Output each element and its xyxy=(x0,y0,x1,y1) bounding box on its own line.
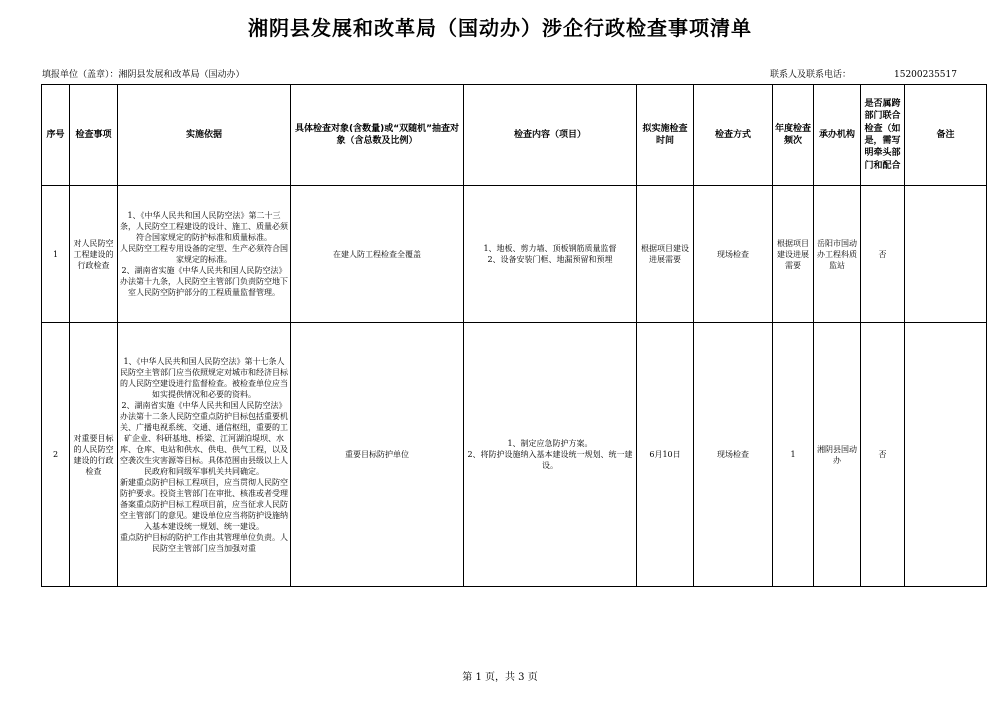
header-row xyxy=(42,85,987,186)
cell-content xyxy=(464,186,637,323)
content-line: 1、地板、剪力墙、顶板钢筋质量监督 xyxy=(483,244,617,253)
cell-joint: 否 xyxy=(861,323,905,587)
header-target: 具体检查对象(含数量)或“双随机”抽查对象（含总数及比例） xyxy=(291,85,464,186)
cell-freq: 1 xyxy=(773,323,814,587)
header-method: 检查方式 xyxy=(694,85,773,186)
cell-seq: 2 xyxy=(42,323,70,587)
cell-content xyxy=(464,323,637,587)
basis-paragraph: 新建重点防护目标工程项目，应当贯彻人民防空防护要求。投资主管部门在审批、核准或者受理备案重点防护目标工程项目前，应当征求人民防空主管部门的意见。建设单位应当将防护设施纳入基本建设统一规划、统一建设。 xyxy=(120,477,288,531)
cell-basis xyxy=(118,186,291,323)
cell-item: 对重要目标的人民防空建设的行政检查 xyxy=(70,323,118,587)
cell-freq: 根据项目建设进展需要 xyxy=(773,186,814,323)
basis-paragraph: 重点防护目标的防护工作由其管理单位负责。人民防空主管部门应当加强对重 xyxy=(120,532,288,553)
cell-org: 岳阳市国动办工程科质监站 xyxy=(814,186,861,323)
header-time: 拟实施检查时间 xyxy=(637,85,694,186)
header-basis: 实施依据 xyxy=(118,85,291,186)
page-number: 第 1 页，共 3 页 xyxy=(462,672,538,683)
header-content: 检查内容（项目） xyxy=(464,85,637,186)
cell-time: 根据项目建设进展需要 xyxy=(637,186,694,323)
cell-note xyxy=(905,323,987,587)
basis-paragraph: 人民防空工程专用设备的定型、生产必须符合国家规定的标准。 xyxy=(120,244,288,264)
header-org: 承办机构 xyxy=(814,85,861,186)
cell-org: 湘阴县国动办 xyxy=(814,323,861,587)
table-row xyxy=(42,323,987,587)
content-line: 2、将防护设施纳入基本建设统一规划、统一建设。 xyxy=(467,450,633,470)
content-line: 2、设备安装门框、地漏预留和预埋 xyxy=(487,255,613,264)
page-title: 湘阴县发展和改革局（国动办）涉企行政检查事项清单 xyxy=(248,16,752,40)
cell-method: 现场检查 xyxy=(694,186,773,323)
basis-paragraph: 1、《中华人民共和国人民防空法》第二十三条，人民防空工程建设的设计、施工、质量必须符合国家规定的防护标准和质量标准。 xyxy=(120,211,288,242)
cell-joint: 否 xyxy=(861,186,905,323)
header-item: 检查事项 xyxy=(70,85,118,186)
content-line: 1、制定应急防护方案。 xyxy=(507,439,593,448)
cell-item: 对人民防空工程建设的行政检查 xyxy=(70,186,118,323)
contact-phone: 15200235517 xyxy=(894,70,957,80)
header-seq: 序号 xyxy=(42,85,70,186)
header-note: 备注 xyxy=(905,85,987,186)
cell-target: 在建人防工程检查全覆盖 xyxy=(291,186,464,323)
contact-label: 联系人及联系电话： xyxy=(770,70,852,80)
basis-paragraph: 1、《中华人民共和国人民防空法》第十七条人民防空主管部门应当依照规定对城市和经济目标的人民防空建设进行监督检查。被检查单位应当如实提供情况和必要的资料。 xyxy=(120,356,288,399)
cell-method: 现场检查 xyxy=(694,323,773,587)
cell-time: 6月10日 xyxy=(637,323,694,587)
header-freq: 年度检查频次 xyxy=(773,85,814,186)
header-joint: 是否属跨部门联合检查（如是，需写明牵头部门和配合 xyxy=(861,85,905,186)
table-row xyxy=(42,186,987,323)
basis-paragraph: 2、湖南省实施《中华人民共和国人民防空法》办法第十九条，人民防空主管部门负责防空地下室人民防空防护部分的工程质量监督管理。 xyxy=(120,266,288,297)
basis-paragraph: 2、湖南省实施《中华人民共和国人民防空法》办法第十二条人民防空重点防护目标包括重要机关、广播电视系统、交通、通信枢纽，重要的工矿企业、科研基地、桥梁、江河湖泊堤坝、水库、仓库、电站和供水、供电、供气工程，以及空袭次生灾害源等目标。具体范围由县级以上人民政府和同级军事机关共同确定。 xyxy=(120,400,288,476)
cell-target: 重要目标防护单位 xyxy=(291,323,464,587)
cell-note xyxy=(905,186,987,323)
inspection-table xyxy=(41,84,987,587)
cell-seq: 1 xyxy=(42,186,70,323)
fill-unit: 填报单位（盖章）：湘阴县发展和改革局（国动办） xyxy=(42,70,245,80)
cell-basis xyxy=(118,323,291,587)
